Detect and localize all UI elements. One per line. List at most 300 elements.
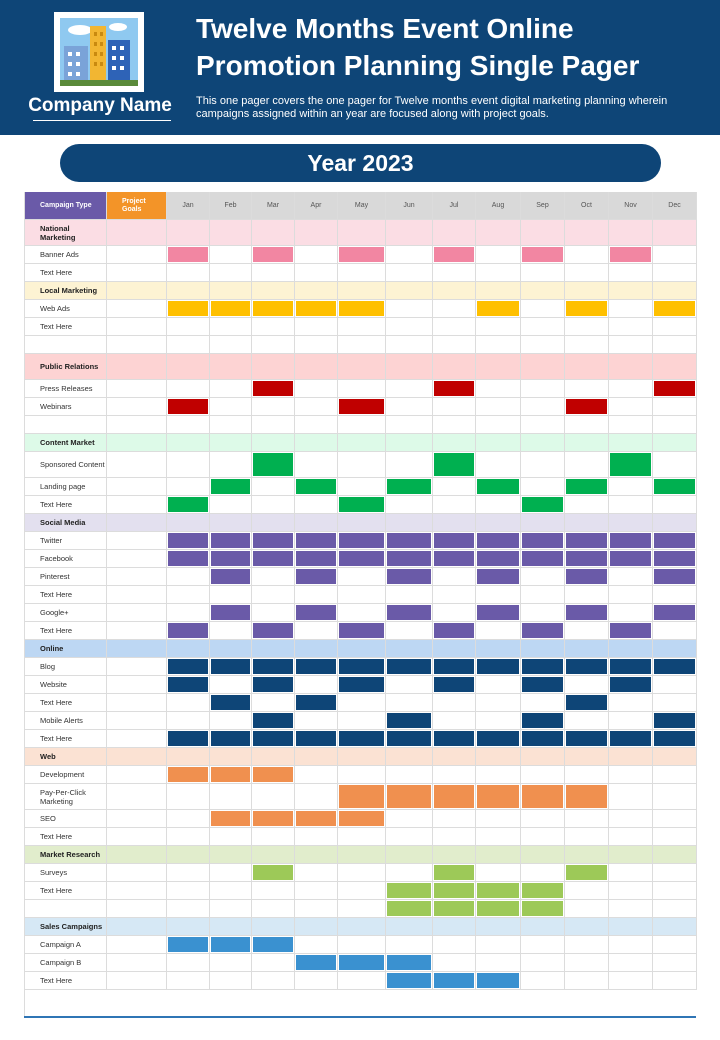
month-cell: [433, 416, 476, 434]
month-cell: [653, 550, 697, 568]
month-cell: [167, 658, 210, 676]
schedule-bar: [387, 605, 431, 620]
schedule-bar: [610, 731, 651, 746]
month-cell: [609, 694, 653, 712]
schedule-bar: [434, 901, 474, 916]
month-cell: [386, 336, 433, 354]
section-band: [653, 220, 697, 246]
schedule-bar: [387, 731, 431, 746]
table-row: [25, 380, 697, 398]
row-label: Google+: [25, 604, 107, 622]
project-goal-cell: [107, 318, 167, 336]
month-cell: [565, 936, 609, 954]
section-row: [25, 282, 697, 300]
month-cell: [521, 828, 565, 846]
section-band: [252, 918, 295, 936]
section-band: [476, 846, 521, 864]
month-cell: [653, 380, 697, 398]
schedule-bar: [211, 937, 250, 952]
month-cell: [338, 398, 386, 416]
project-goal-cell: [107, 398, 167, 416]
schedule-bar: [168, 247, 208, 262]
month-cell: [338, 936, 386, 954]
table-row: [25, 398, 697, 416]
schedule-bar: [387, 901, 431, 916]
month-cell: [565, 452, 609, 478]
month-cell: [167, 318, 210, 336]
project-goal-cell: [107, 864, 167, 882]
section-band: [476, 514, 521, 532]
month-cell: [521, 264, 565, 282]
schedule-bar: [566, 605, 607, 620]
month-cell: [338, 416, 386, 434]
month-cell: [338, 452, 386, 478]
section-band: [210, 220, 252, 246]
month-cell: [433, 336, 476, 354]
table-row: [25, 882, 697, 900]
month-cell: [295, 318, 338, 336]
section-band: [107, 220, 167, 246]
month-cell: [609, 550, 653, 568]
table-row: [25, 416, 697, 434]
month-cell: [386, 496, 433, 514]
project-goal-cell: [107, 380, 167, 398]
project-goal-cell: [107, 972, 167, 990]
month-cell: [433, 246, 476, 264]
month-cell: [386, 604, 433, 622]
month-cell: [386, 864, 433, 882]
section-band: [252, 748, 295, 766]
schedule-bar: [477, 901, 519, 916]
month-cell: [167, 300, 210, 318]
schedule-bar: [339, 677, 384, 692]
project-goal-cell: [107, 810, 167, 828]
section-band: [653, 434, 697, 452]
month-cell: [167, 264, 210, 282]
schedule-bar: [339, 731, 384, 746]
schedule-bar: [477, 479, 519, 494]
schedule-bar: [339, 551, 384, 566]
month-cell: [609, 452, 653, 478]
schedule-bar: [168, 659, 208, 674]
section-band: [565, 640, 609, 658]
row-label: Sponsored Content: [25, 452, 107, 478]
section-band: [167, 748, 210, 766]
schedule-bar: [434, 677, 474, 692]
schedule-bar: [477, 569, 519, 584]
month-cell: [476, 766, 521, 784]
section-band: [252, 640, 295, 658]
section-label: Web: [25, 748, 107, 766]
schedule-bar: [253, 551, 293, 566]
section-band: [386, 354, 433, 380]
schedule-bar: [253, 453, 293, 476]
section-band: [386, 846, 433, 864]
schedule-bar: [387, 785, 431, 808]
schedule-bar: [654, 605, 695, 620]
schedule-bar: [253, 713, 293, 728]
section-band: [476, 918, 521, 936]
project-goal-cell: [107, 766, 167, 784]
row-label: Text Here: [25, 586, 107, 604]
schedule-bar: [522, 901, 563, 916]
schedule-bar: [654, 301, 695, 316]
month-cell: [521, 416, 565, 434]
month-cell: [167, 398, 210, 416]
project-goal-cell: [107, 586, 167, 604]
month-cell: [252, 264, 295, 282]
schedule-bar: [654, 381, 695, 396]
month-cell: [386, 900, 433, 918]
campaign-type-header: Campaign Type: [25, 192, 107, 220]
month-cell: [433, 694, 476, 712]
section-band: [565, 354, 609, 380]
month-cell: [521, 712, 565, 730]
table-row: [25, 478, 697, 496]
month-cell: [433, 380, 476, 398]
schedule-bar: [253, 811, 293, 826]
schedule-bar: [339, 659, 384, 674]
schedule-bar: [296, 955, 336, 970]
month-cell: [521, 864, 565, 882]
schedule-bar: [434, 659, 474, 674]
month-cell: [653, 318, 697, 336]
month-cell: [210, 568, 252, 586]
project-goal-cell: [107, 568, 167, 586]
month-cell: [252, 784, 295, 810]
section-band: [565, 220, 609, 246]
month-cell: [338, 730, 386, 748]
month-cell: [433, 478, 476, 496]
row-label: Text Here: [25, 882, 107, 900]
section-band: [609, 846, 653, 864]
month-cell: [476, 380, 521, 398]
month-cell: [386, 452, 433, 478]
project-goal-cell: [107, 622, 167, 640]
month-cell: [653, 264, 697, 282]
section-row: [25, 748, 697, 766]
month-cell: [167, 828, 210, 846]
month-cell: [565, 568, 609, 586]
section-label: Market Research: [25, 846, 107, 864]
month-cell: [565, 766, 609, 784]
section-row: [25, 514, 697, 532]
month-cell: [565, 496, 609, 514]
section-band: [433, 220, 476, 246]
month-cell: [386, 828, 433, 846]
schedule-bar: [168, 767, 208, 782]
header-banner: [0, 0, 720, 135]
month-cell: [653, 604, 697, 622]
month-cell: [386, 398, 433, 416]
month-cell: [167, 694, 210, 712]
schedule-bar: [387, 955, 431, 970]
month-cell: [210, 828, 252, 846]
project-goal-cell: [107, 712, 167, 730]
row-label: Campaign A: [25, 936, 107, 954]
company-name: Company Name: [28, 95, 172, 116]
section-label: Local Marketing: [25, 282, 107, 300]
section-band: [252, 434, 295, 452]
section-band: [386, 748, 433, 766]
month-cell: [433, 568, 476, 586]
row-label: Website: [25, 676, 107, 694]
schedule-bar: [253, 659, 293, 674]
schedule-bar: [566, 399, 607, 414]
month-cell: [609, 380, 653, 398]
month-cell: [476, 954, 521, 972]
month-cell: [386, 264, 433, 282]
month-cell: [476, 452, 521, 478]
schedule-bar: [434, 533, 474, 548]
schedule-bar: [253, 247, 293, 262]
section-band: [338, 640, 386, 658]
section-band: [653, 354, 697, 380]
month-cell: [167, 604, 210, 622]
month-cell: [167, 496, 210, 514]
month-cell: [609, 828, 653, 846]
month-cell: [167, 336, 210, 354]
month-cell: [210, 694, 252, 712]
schedule-bar: [566, 533, 607, 548]
schedule-bar: [566, 301, 607, 316]
section-band: [433, 918, 476, 936]
section-band: [609, 748, 653, 766]
month-cell: [252, 954, 295, 972]
month-cell: [167, 478, 210, 496]
month-cell: [295, 264, 338, 282]
table-row: [25, 712, 697, 730]
month-cell: [433, 586, 476, 604]
month-cell: [653, 478, 697, 496]
row-label: [25, 336, 107, 354]
section-band: [167, 514, 210, 532]
month-cell: [295, 954, 338, 972]
schedule-bar: [477, 551, 519, 566]
month-cell: [609, 604, 653, 622]
month-cell: [565, 676, 609, 694]
schedule-bar: [610, 677, 651, 692]
month-cell: [565, 604, 609, 622]
month-header-apr: Apr: [295, 192, 338, 220]
section-band: [338, 918, 386, 936]
month-cell: [521, 694, 565, 712]
month-cell: [252, 828, 295, 846]
schedule-bar: [387, 659, 431, 674]
month-cell: [433, 882, 476, 900]
month-cell: [210, 264, 252, 282]
month-header-jul: Jul: [433, 192, 476, 220]
month-cell: [252, 586, 295, 604]
row-label: Text Here: [25, 622, 107, 640]
month-cell: [521, 380, 565, 398]
schedule-bar: [387, 533, 431, 548]
company-logo: [54, 12, 144, 92]
month-cell: [565, 864, 609, 882]
month-cell: [609, 568, 653, 586]
month-cell: [338, 864, 386, 882]
month-cell: [521, 336, 565, 354]
row-label: Text Here: [25, 318, 107, 336]
month-cell: [252, 300, 295, 318]
table-row: [25, 336, 697, 354]
section-band: [386, 514, 433, 532]
month-cell: [167, 766, 210, 784]
section-band: [295, 434, 338, 452]
month-cell: [653, 694, 697, 712]
schedule-bar: [253, 381, 293, 396]
section-band: [338, 514, 386, 532]
project-goal-cell: [107, 900, 167, 918]
row-label: Text Here: [25, 730, 107, 748]
month-cell: [521, 954, 565, 972]
month-cell: [433, 784, 476, 810]
month-cell: [653, 622, 697, 640]
month-cell: [476, 882, 521, 900]
table-row: [25, 954, 697, 972]
month-cell: [338, 532, 386, 550]
month-cell: [609, 478, 653, 496]
section-band: [107, 354, 167, 380]
schedule-bar: [168, 551, 208, 566]
schedule-bar: [654, 533, 695, 548]
section-band: [476, 434, 521, 452]
month-cell: [252, 766, 295, 784]
month-cell: [476, 568, 521, 586]
schedule-bar: [477, 883, 519, 898]
section-band: [386, 434, 433, 452]
schedule-bar: [654, 731, 695, 746]
month-cell: [521, 604, 565, 622]
month-cell: [167, 532, 210, 550]
month-cell: [521, 586, 565, 604]
month-cell: [167, 568, 210, 586]
schedule-bar: [253, 533, 293, 548]
schedule-bar: [339, 811, 384, 826]
section-band: [521, 514, 565, 532]
schedule-bar: [296, 479, 336, 494]
month-cell: [252, 810, 295, 828]
section-band: [167, 220, 210, 246]
month-cell: [521, 496, 565, 514]
month-cell: [386, 478, 433, 496]
month-cell: [476, 900, 521, 918]
month-cell: [210, 730, 252, 748]
schedule-bar: [610, 623, 651, 638]
month-cell: [609, 496, 653, 514]
section-band: [476, 640, 521, 658]
section-band: [210, 434, 252, 452]
table-header-row: [25, 192, 697, 220]
month-cell: [386, 568, 433, 586]
month-cell: [565, 532, 609, 550]
month-cell: [252, 694, 295, 712]
section-row: [25, 220, 697, 246]
month-cell: [295, 936, 338, 954]
schedule-bar: [477, 605, 519, 620]
section-band: [521, 748, 565, 766]
month-cell: [476, 532, 521, 550]
month-cell: [476, 496, 521, 514]
month-cell: [386, 712, 433, 730]
row-label: Text Here: [25, 972, 107, 990]
month-cell: [295, 900, 338, 918]
schedule-bar: [211, 551, 250, 566]
section-band: [386, 918, 433, 936]
month-cell: [210, 658, 252, 676]
schedule-bar: [211, 811, 250, 826]
month-header-dec: Dec: [653, 192, 697, 220]
month-cell: [521, 882, 565, 900]
month-cell: [252, 318, 295, 336]
month-cell: [653, 496, 697, 514]
month-cell: [433, 452, 476, 478]
section-band: [565, 748, 609, 766]
month-cell: [521, 398, 565, 416]
project-goal-cell: [107, 246, 167, 264]
schedule-bar: [339, 533, 384, 548]
month-cell: [295, 882, 338, 900]
month-cell: [433, 712, 476, 730]
month-cell: [476, 810, 521, 828]
section-label: Content Market: [25, 434, 107, 452]
schedule-bar: [296, 301, 336, 316]
month-cell: [433, 766, 476, 784]
month-cell: [252, 336, 295, 354]
month-cell: [653, 730, 697, 748]
schedule-bar: [566, 479, 607, 494]
schedule-bar: [339, 497, 384, 512]
section-band: [210, 640, 252, 658]
month-cell: [295, 604, 338, 622]
month-cell: [653, 398, 697, 416]
section-band: [107, 282, 167, 300]
section-band: [433, 846, 476, 864]
month-cell: [338, 496, 386, 514]
month-cell: [252, 972, 295, 990]
month-cell: [653, 936, 697, 954]
month-cell: [609, 398, 653, 416]
row-label: Press Releases: [25, 380, 107, 398]
section-band: [107, 640, 167, 658]
section-band: [252, 514, 295, 532]
month-cell: [210, 954, 252, 972]
schedule-bar: [387, 713, 431, 728]
month-cell: [210, 864, 252, 882]
month-cell: [210, 900, 252, 918]
month-cell: [433, 532, 476, 550]
month-cell: [521, 784, 565, 810]
section-band: [295, 640, 338, 658]
schedule-bar: [610, 551, 651, 566]
section-band: [107, 514, 167, 532]
table-row: [25, 810, 697, 828]
schedule-bar: [211, 479, 250, 494]
month-cell: [433, 318, 476, 336]
month-cell: [167, 810, 210, 828]
month-cell: [386, 972, 433, 990]
table-row: [25, 496, 697, 514]
month-cell: [252, 380, 295, 398]
section-band: [653, 846, 697, 864]
month-cell: [476, 398, 521, 416]
month-cell: [167, 730, 210, 748]
schedule-bar: [477, 973, 519, 988]
month-cell: [210, 246, 252, 264]
month-cell: [338, 478, 386, 496]
row-label: Twitter: [25, 532, 107, 550]
month-cell: [609, 864, 653, 882]
